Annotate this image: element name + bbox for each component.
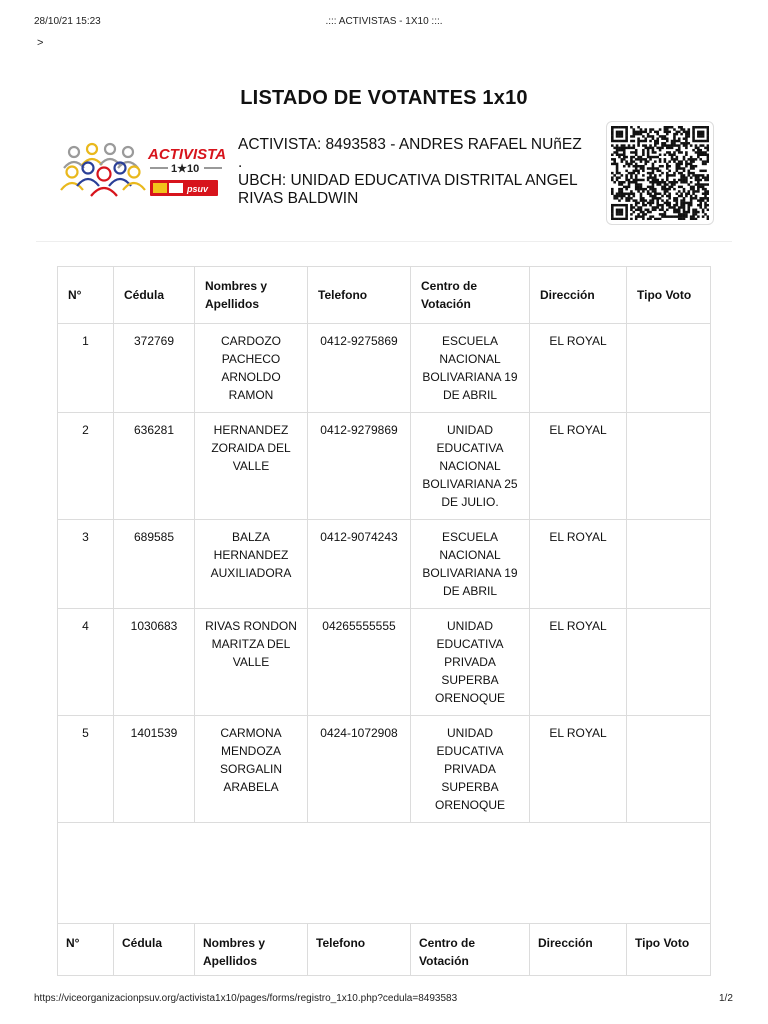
cell-tipo-voto <box>627 609 711 716</box>
footer-nombres: Nombres y Apellidos <box>195 924 308 976</box>
cell-direccion: EL ROYAL <box>530 324 627 413</box>
header-centro: Centro de Votación <box>411 267 530 324</box>
cell-telefono: 0412-9074243 <box>308 520 411 609</box>
cell-tipo-voto <box>627 716 711 823</box>
activista-dot: . <box>238 154 243 171</box>
table-row <box>58 520 711 609</box>
people-group-icon <box>58 138 228 202</box>
footer-centro: Centro de Votación <box>411 924 530 976</box>
qr-code-icon <box>611 126 709 220</box>
print-datetime: 28/10/21 15:23 <box>34 16 101 27</box>
table-header-row <box>58 267 711 324</box>
cell-telefono: 0412-9275869 <box>308 324 411 413</box>
cell-tipo-voto <box>627 324 711 413</box>
ubch-line-2: RIVAS BALDWIN <box>238 190 359 207</box>
footer-telefono: Telefono <box>308 924 411 976</box>
ubch-line-1: UBCH: UNIDAD EDUCATIVA DISTRITAL ANGEL <box>238 172 578 189</box>
cell-cedula: 1401539 <box>114 716 195 823</box>
print-url: https://viceorganizacionpsuv.org/activista1x10/pages/forms/registro_1x10.php?cedula=8493583 <box>34 993 458 1004</box>
cell-cedula: 689585 <box>114 520 195 609</box>
logo-party-text: psuv <box>187 184 209 194</box>
table-row <box>58 609 711 716</box>
cell-centro: UNIDAD EDUCATIVA PRIVADA SUPERBA ORENOQUE <box>411 716 530 823</box>
qr-code <box>606 121 714 225</box>
empty-row <box>58 823 711 924</box>
activista-logo <box>58 138 228 202</box>
breadcrumb-arrow: > <box>37 37 44 49</box>
cell-tipo-voto <box>627 520 711 609</box>
table-row <box>58 716 711 823</box>
cell-n: 5 <box>58 716 114 823</box>
cell-cedula: 1030683 <box>114 609 195 716</box>
cell-n: 1 <box>58 324 114 413</box>
cell-direccion: EL ROYAL <box>530 609 627 716</box>
cell-cedula: 636281 <box>114 413 195 520</box>
table-row <box>58 324 711 413</box>
empty-cell <box>58 823 711 924</box>
cell-direccion: EL ROYAL <box>530 520 627 609</box>
header-telefono: Telefono <box>308 267 411 324</box>
cell-centro: ESCUELA NACIONAL BOLIVARIANA 19 DE ABRIL <box>411 520 530 609</box>
cell-nombres: CARMONA MENDOZA SORGALIN ARABELA <box>195 716 308 823</box>
cell-nombres: RIVAS RONDON MARITZA DEL VALLE <box>195 609 308 716</box>
print-page-number: 1/2 <box>719 993 733 1004</box>
header-tipo-voto: Tipo Voto <box>627 267 711 324</box>
cell-nombres: BALZA HERNANDEZ AUXILIADORA <box>195 520 308 609</box>
cell-n: 4 <box>58 609 114 716</box>
cell-tipo-voto <box>627 413 711 520</box>
header-divider <box>36 241 732 242</box>
voters-table <box>57 266 711 976</box>
table-row <box>58 413 711 520</box>
cell-telefono: 0412-9279869 <box>308 413 411 520</box>
cell-centro: ESCUELA NACIONAL BOLIVARIANA 19 DE ABRIL <box>411 324 530 413</box>
logo-brand-sub: 1★10 <box>171 163 200 175</box>
cell-telefono: 0424-1072908 <box>308 716 411 823</box>
cell-n: 3 <box>58 520 114 609</box>
cell-centro: UNIDAD EDUCATIVA NACIONAL BOLIVARIANA 25 DE JULIO. <box>411 413 530 520</box>
cell-nombres: HERNANDEZ ZORAIDA DEL VALLE <box>195 413 308 520</box>
cell-n: 2 <box>58 413 114 520</box>
header-nombres: Nombres y Apellidos <box>195 267 308 324</box>
footer-direccion: Dirección <box>530 924 627 976</box>
logo-brand-text: ACTIVISTA <box>148 146 227 163</box>
activista-line: ACTIVISTA: 8493583 - ANDRES RAFAEL NUñEZ <box>238 136 582 153</box>
page-title: LISTADO DE VOTANTES 1x10 <box>240 87 528 109</box>
footer-cedula: Cédula <box>114 924 195 976</box>
header-n: N° <box>58 267 114 324</box>
activista-info <box>238 136 598 208</box>
footer-tipo-voto: Tipo Voto <box>627 924 711 976</box>
cell-direccion: EL ROYAL <box>530 413 627 520</box>
cell-cedula: 372769 <box>114 324 195 413</box>
footer-n: N° <box>58 924 114 976</box>
header-cedula: Cédula <box>114 267 195 324</box>
cell-centro: UNIDAD EDUCATIVA PRIVADA SUPERBA ORENOQUE <box>411 609 530 716</box>
cell-direccion: EL ROYAL <box>530 716 627 823</box>
table-footer-row <box>58 924 711 976</box>
header-direccion: Dirección <box>530 267 627 324</box>
cell-telefono: 04265555555 <box>308 609 411 716</box>
cell-nombres: CARDOZO PACHECO ARNOLDO RAMON <box>195 324 308 413</box>
print-page-title: .::: ACTIVISTAS - 1X10 :::. <box>325 16 443 27</box>
